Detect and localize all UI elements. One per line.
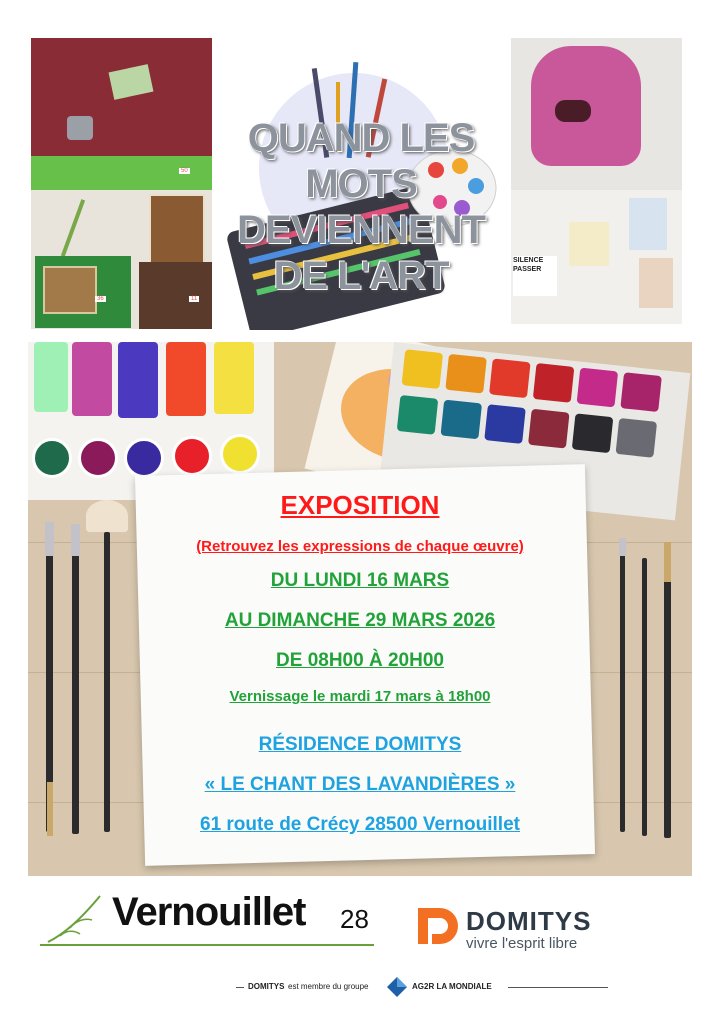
title-line-3: DEVIENNENT bbox=[237, 208, 485, 252]
label-50: 50 bbox=[181, 168, 188, 174]
domitys-mark-icon bbox=[414, 904, 460, 950]
exposition-subheading: (Retrouvez les expressions de chaque œuvre) bbox=[196, 538, 524, 555]
framed-artwork-squirrel bbox=[149, 194, 205, 268]
pan-grey bbox=[616, 418, 658, 458]
group-rule-left bbox=[236, 987, 244, 988]
vernouillet-department: 28 bbox=[340, 904, 369, 934]
well-green bbox=[32, 438, 72, 478]
pan-black bbox=[572, 413, 614, 453]
pan-teal bbox=[397, 395, 439, 435]
framed-artwork-bird bbox=[43, 266, 97, 314]
date-to: AU DIMANCHE 29 MARS 2026 bbox=[224, 610, 496, 631]
vernouillet-emblem-icon bbox=[40, 890, 110, 950]
pan-brown-red bbox=[528, 409, 570, 449]
vernouillet-logo bbox=[40, 890, 380, 954]
swatch-orange bbox=[166, 342, 206, 416]
vernouillet-underline bbox=[40, 944, 374, 946]
group-rule-right bbox=[508, 987, 608, 988]
brown-mat bbox=[139, 262, 212, 329]
pan-orange bbox=[445, 354, 487, 394]
title-line-4: DE L'ART bbox=[273, 254, 449, 298]
pan-petrol bbox=[440, 400, 482, 440]
domitys-logo bbox=[414, 898, 614, 958]
pan-yellow bbox=[402, 349, 444, 389]
ag2r-diamond-icon bbox=[386, 976, 408, 998]
pan-magenta bbox=[577, 368, 619, 408]
domitys-tagline: vivre l'esprit libre bbox=[466, 935, 578, 952]
date-from: DU LUNDI 16 MARS bbox=[270, 570, 450, 591]
artworks-photo-left bbox=[31, 38, 212, 329]
swatch-green bbox=[34, 342, 68, 412]
group-membership bbox=[236, 976, 610, 1002]
swatch-yellow bbox=[214, 342, 254, 414]
drawing-1 bbox=[629, 198, 667, 250]
label-36: 36 bbox=[97, 296, 104, 302]
well-purple bbox=[78, 438, 118, 478]
swatch-magenta bbox=[72, 342, 112, 416]
vernissage-info: Vernissage le mardi 17 mars à 18h00 bbox=[229, 688, 491, 705]
swatch-indigo bbox=[118, 342, 158, 418]
opening-hours: DE 08H00 À 20H00 bbox=[276, 650, 444, 671]
pan-crimson bbox=[533, 363, 575, 403]
title-line-2: MOTS bbox=[305, 162, 417, 206]
well-red bbox=[172, 436, 212, 476]
pan-blue bbox=[484, 404, 526, 444]
group-middle-text: est membre du groupe bbox=[288, 982, 369, 991]
vernouillet-name: Vernouillet bbox=[112, 890, 306, 934]
well-blue bbox=[124, 438, 164, 478]
artworks-photo-right bbox=[511, 38, 682, 324]
drawing-3 bbox=[569, 222, 609, 266]
metal-pot-artwork bbox=[67, 116, 93, 140]
ag2r-name: AG2R LA MONDIALE bbox=[412, 982, 492, 991]
exposition-heading: EXPOSITION bbox=[280, 490, 440, 520]
pan-red bbox=[489, 358, 531, 398]
domitys-name: DOMITYS bbox=[466, 906, 592, 936]
title-line-1: QUAND LES bbox=[247, 116, 475, 160]
well-yellow bbox=[220, 434, 260, 474]
label-11: 11 bbox=[191, 296, 198, 302]
venue-heading: RÉSIDENCE DOMITYS bbox=[258, 734, 462, 755]
poster-background bbox=[28, 342, 692, 876]
drawing-2 bbox=[639, 258, 673, 308]
pan-purple bbox=[620, 372, 662, 412]
group-prefix: DOMITYS bbox=[248, 982, 285, 991]
cat-mouth bbox=[555, 100, 591, 122]
silence-sign: SILENCE PASSER bbox=[513, 256, 557, 296]
venue-address: 61 route de Crécy 28500 Vernouillet bbox=[200, 814, 520, 835]
title-illustration bbox=[214, 38, 508, 330]
venue-name: « LE CHANT DES LAVANDIÈRES » bbox=[204, 774, 516, 795]
